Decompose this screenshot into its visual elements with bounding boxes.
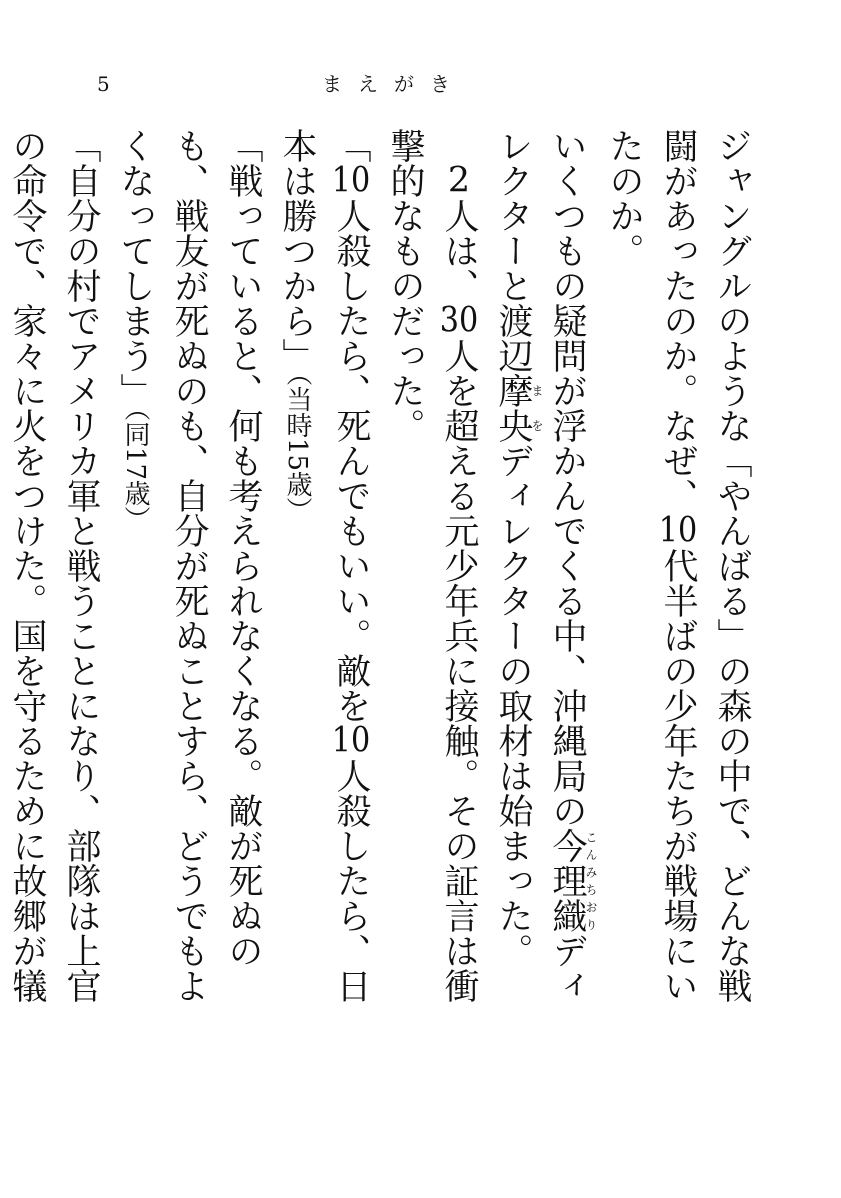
text-run: 人殺したら、日本は勝つから」 (277, 128, 371, 1003)
page-number: 5 (97, 72, 110, 96)
running-head-title: まえがき (322, 72, 466, 96)
quote-1 (270, 128, 378, 1028)
text-run: いくつもの疑問が浮かんでくる中、沖縄局の (547, 128, 587, 828)
text-run: 人は、 (439, 198, 479, 303)
number-run: 2 (447, 163, 471, 198)
paragraph-2 (486, 128, 597, 1028)
text-run: 「自分の村でアメリカ軍と戦うことになり、部隊は上官の命令で、家々に火をつけた。国を守るために故郷が犠 (7, 128, 101, 1003)
text-run: ディレクターの取材は始まった。 (493, 443, 533, 968)
age-note: （同17歳） (120, 408, 150, 533)
ruby-reading: まを (530, 373, 544, 443)
ruby-base: 今理織 (547, 828, 587, 933)
text-run: ディレクターと渡辺 (493, 128, 587, 1003)
number-run: 10 (331, 163, 371, 198)
text-run: 人を超える元少年兵に接触。その証言は衝撃的なものだった。 (385, 128, 479, 1003)
number-run: 10 (331, 723, 371, 758)
text-run: 代半ばの少年たちが戦場にいたのか。 (604, 128, 698, 1003)
text-run: 「 (331, 128, 371, 163)
paragraph-3 (378, 128, 486, 1028)
ruby-reading: こんみちおり (584, 828, 598, 933)
ruby-mao (493, 373, 544, 443)
body-text (7, 128, 759, 1028)
quote-2 (108, 128, 270, 1028)
number-run: 30 (439, 303, 479, 338)
text-run: 人殺したら、死んでもいい。敵を (331, 198, 371, 723)
text-run: 「戦っていると、何も考えられなくなる。敵が死ぬのも、戦友が死ぬのも、自分が死ぬことすら、どうでもよくなってしまう」 (115, 128, 263, 1003)
quote-3 (0, 128, 108, 1028)
age-note: （当時15歳） (282, 373, 312, 524)
ruby-base: 摩央 (493, 373, 533, 443)
text-run: ジャングルのような「やんばる」の森の中で、どんな戦闘があったのか。なぜ、 (658, 128, 752, 1003)
ruby-kon-michiori (547, 828, 598, 933)
number-run: 10 (658, 513, 698, 548)
paragraph-1 (597, 128, 759, 1028)
